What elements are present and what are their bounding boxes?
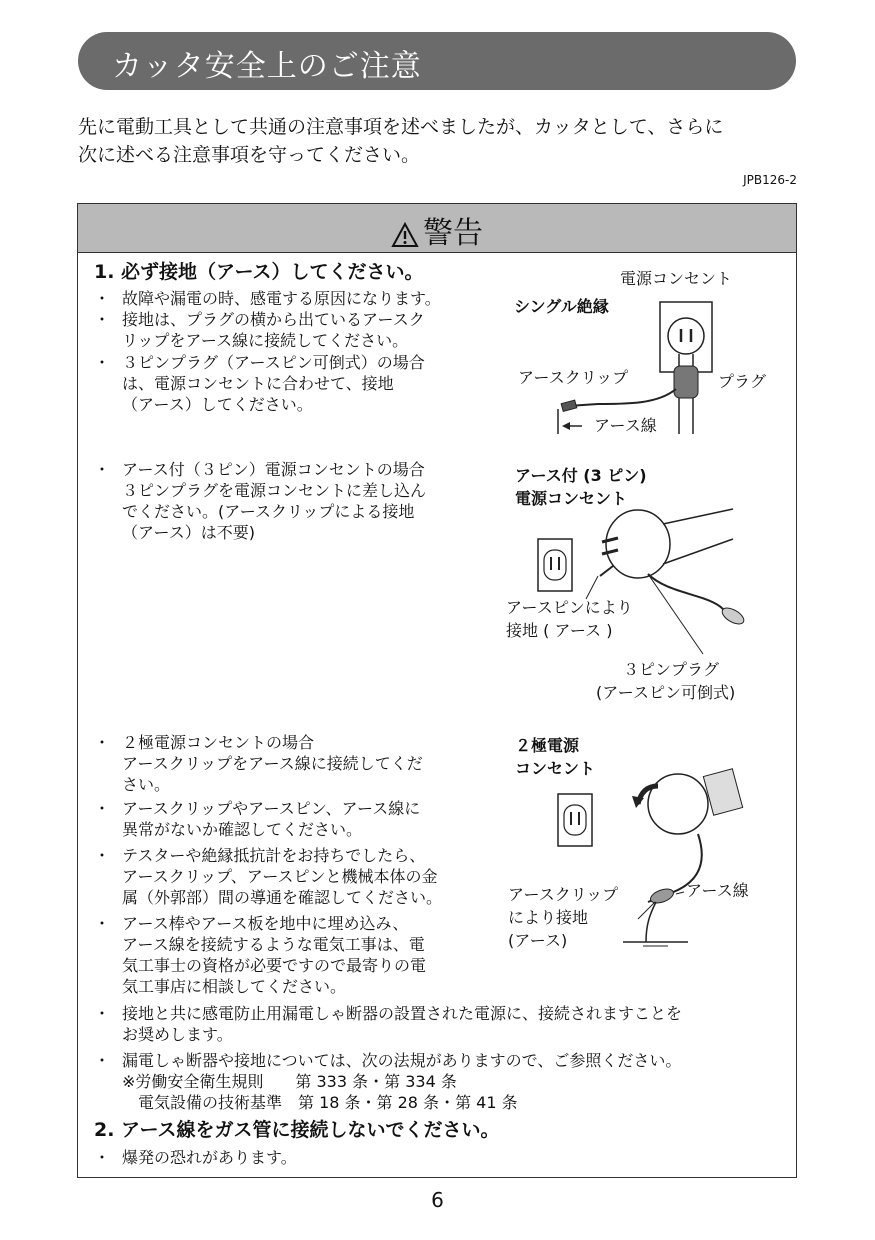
fig1-type-label: シングル絶縁 [514, 297, 609, 316]
page-number: 6 [431, 1188, 444, 1212]
bullet-check: ・ アースクリップやアースピン、アース線に 異常がないか確認してください。 [94, 799, 421, 839]
bullet-line: ３ピンプラグを電源コンセントに差し込ん [122, 481, 427, 500]
bullet-line: 電気設備の技術基準 第 18 条・第 28 条・第 41 条 [122, 1093, 518, 1112]
item1-bullet: ・ 故障や漏電の時、感電する原因になります。 [94, 289, 441, 308]
section-title-bar [78, 32, 796, 90]
bullet-3pin-outlet: ・ アース付（３ピン）電源コンセントの場合 ３ピンプラグを電源コンセントに差し込ん でください。(アースクリップによる接地 （アース）は不要) [94, 460, 427, 542]
bullet-electric-work: ・ アース棒やアース板を地中に埋め込み、 アース線を接続するような電気工事は、電 気工事士の資格が必要ですので最寄りの電 気工事店に相談してください。 [94, 914, 427, 996]
bullet-line: 気工事店に相談してください。 [122, 977, 347, 996]
bullet-line: 故障や漏電の時、感電する原因になります。 [122, 289, 441, 308]
fig3-type-label-2: コンセント [515, 759, 596, 778]
fig2-plug-label-1: ３ピンプラグ [623, 660, 720, 679]
bullet-line: 属（外郭部）間の導通を確認してください。 [122, 888, 443, 907]
item1-bullet: ・ ３ピンプラグ（アースピン可倒式）の場合 は、電源コンセントに合わせて、接地 （アース）してください。 [94, 353, 425, 414]
bullet-line: さい。 [122, 775, 171, 794]
fig1-wire-label: アース線 [594, 416, 657, 435]
bullet-line: でください。(アースクリップによる接地 [122, 502, 415, 521]
bullet-line: アース付（３ピン）電源コンセントの場合 [122, 460, 425, 479]
intro-line-1: 先に電動工具として共通の注意事項を述べましたが、カッタとして、さらに [78, 116, 724, 138]
fig3-type-label-1: ２極電源 [515, 736, 580, 755]
warning-box [77, 203, 797, 1178]
bullet-line: 漏電しゃ断器や接地については、次の法規がありますので、ご参照ください。 [122, 1051, 682, 1070]
fig1-outlet-label: 電源コンセント [620, 269, 733, 288]
bullet-breaker: ・ 接地と共に感電防止用漏電しゃ断器の設置された電源に、接続されますことを お奨めします。 [94, 1004, 683, 1044]
fig3-clip-label-1: アースクリップ [508, 885, 619, 904]
bullet-tester: ・ テスターや絶縁抵抗計をお持ちでしたら、 アースクリップ、アースピンと機械本体の金 属（外郭部）間の導通を確認してください。 [94, 846, 443, 907]
bullet-line: （アース）してください。 [122, 395, 313, 414]
warning-title: 警告 [423, 216, 483, 251]
item1-bullet: ・ 接地は、プラグの横から出ているアースク リップをアース線に接続してください。 [94, 310, 425, 350]
item1-heading: 1. 必ず接地（アース）してください。 [94, 261, 424, 283]
bullet-line: アースクリップをアース線に接続してくだ [122, 754, 423, 773]
fig3-illustration [558, 764, 758, 944]
bullet-line: 接地と共に感電防止用漏電しゃ断器の設置された電源に、接続されますことを [122, 1004, 683, 1023]
fig2-pin-label-2: 接地 ( アース ) [506, 621, 613, 640]
bullet-2pole: ・ ２極電源コンセントの場合 アースクリップをアース線に接続してくだ さい。 [94, 733, 423, 794]
document-code: JPB126-2 [743, 173, 797, 187]
bullet-line: （アース）は不要) [122, 523, 255, 542]
bullet-line: は、電源コンセントに合わせて、接地 [122, 374, 394, 393]
bullet-line: アースクリップ、アースピンと機械本体の金 [122, 867, 438, 886]
fig2-illustration [528, 504, 748, 654]
bullet-line: 爆発の恐れがあります。 [122, 1148, 297, 1167]
fig2-type-label-1: アース付 (3 ピン) [515, 466, 647, 485]
bullet-line: アースクリップやアースピン、アース線に [122, 799, 421, 818]
intro-line-2: 次に述べる注意事項を守ってください。 [78, 144, 421, 166]
bullet-line: ２極電源コンセントの場合 [122, 733, 315, 752]
fig1-clip-label: アースクリップ [518, 368, 629, 387]
item2-bullet: ・ 爆発の恐れがあります。 [94, 1148, 297, 1167]
page-title: カッタ安全上のご注意 [112, 49, 422, 84]
bullet-regulations: ・ 漏電しゃ断器や接地については、次の法規がありますので、ご参照ください。 ※労働安全衛生規則 第 333 条・第 334 条 電気設備の技術基準 第 18 条・第 28 条・第 41 条 [94, 1051, 682, 1112]
intro-paragraph [78, 113, 808, 169]
fig2-type-label-2: 電源コンセント [515, 489, 628, 508]
fig3-clip-label-2: により接地 [508, 908, 589, 927]
bullet-line: アース棒やアース板を地中に埋め込み、 [122, 914, 409, 933]
bullet-line: ３ピンプラグ（アースピン可倒式）の場合 [122, 353, 425, 372]
fig1-plug-label: プラグ [718, 372, 767, 391]
fig1-illustration [548, 294, 748, 434]
fig2-plug-label-2: (アースピン可倒式) [596, 683, 736, 702]
bullet-line: ※労働安全衛生規則 第 333 条・第 334 条 [122, 1072, 457, 1091]
bullet-line: アース線を接続するような電気工事は、電 [122, 935, 425, 954]
bullet-line: 異常がないか確認してください。 [122, 820, 363, 839]
bullet-line: リップをアース線に接続してください。 [122, 331, 409, 350]
fig3-clip-label-3: (アース) [508, 931, 568, 950]
bullet-line: お奨めします。 [122, 1025, 233, 1044]
item2-heading: 2. アース線をガス管に接続しないでください。 [94, 1119, 500, 1141]
bullet-line: テスターや絶縁抵抗計をお持ちでしたら、 [122, 846, 426, 865]
fig3-wire-label: アース線 [686, 881, 749, 900]
bullet-line: 気工事士の資格が必要ですので最寄りの電 [122, 956, 427, 975]
bullet-line: 接地は、プラグの横から出ているアースク [122, 310, 425, 329]
warning-header [78, 204, 796, 253]
warning-triangle-icon [391, 222, 419, 248]
fig2-pin-label-1: アースピンにより [506, 598, 633, 617]
